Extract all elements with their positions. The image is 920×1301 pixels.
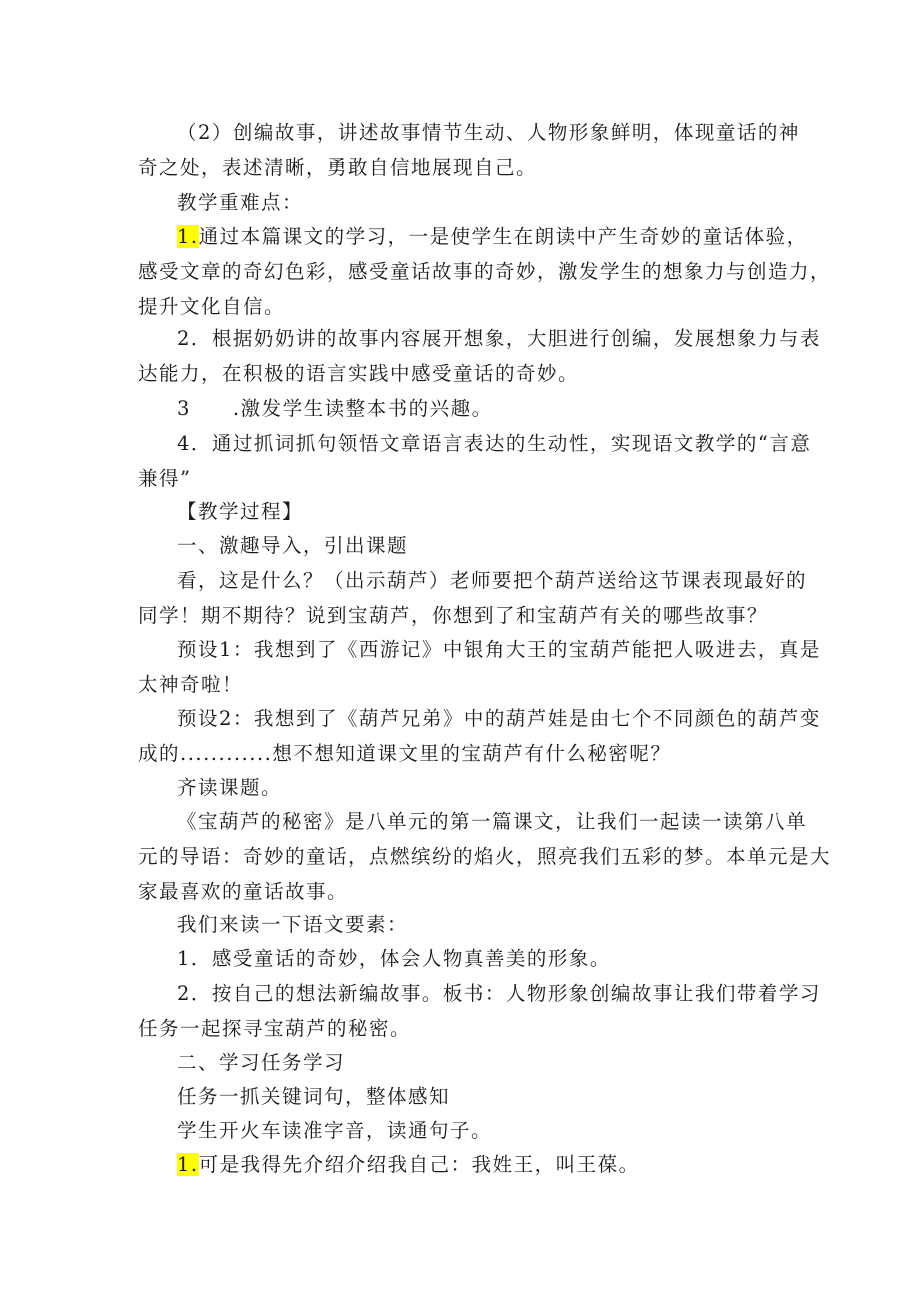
paragraph-key-point-1 (138, 219, 832, 324)
paragraph-read-title (138, 770, 790, 805)
text-line: 提升文化自信。 (138, 295, 286, 318)
text-line: 我们来读一下语文要素： (177, 913, 409, 936)
text-line (138, 219, 808, 254)
text-line: 同学！期不期待？说到宝葫芦，你想到了和宝葫芦有关的哪些故事？ (138, 604, 769, 627)
paragraph-intro (138, 563, 808, 633)
text-line: 4．通过抓词抓句领悟文章语言表达的生动性，实现语文教学的“言意 (177, 432, 812, 455)
text-line: 兼得” (138, 467, 192, 490)
text-span: 通过本篇课文的学习，一是使学生在朗读中产生奇妙的童话体验， (198, 225, 808, 248)
paragraph-key-point-2 (138, 321, 821, 391)
highlighted-number-marker: 1. (177, 1153, 199, 1176)
text-line: 一、激趣导入，引出课题 (177, 534, 409, 557)
text-line: 达能力，在积极的语言实践中感受童话的奇妙。 (138, 362, 580, 385)
paragraph-preset-2 (138, 701, 821, 771)
text-line (138, 1147, 790, 1182)
paragraph-sentence-1 (138, 1147, 790, 1182)
heading-section-2 (138, 1045, 790, 1080)
text-line: 2．根据奶奶讲的故事内容展开想象，大胆进行创编，发展想象力与表 (177, 327, 821, 350)
text-line: 2．按自己的想法新编故事。板书：人物形象创编故事让我们带着学习 (177, 982, 821, 1005)
paragraph-unit-guide (138, 804, 832, 909)
text-line: 【教学过程】 (177, 500, 304, 523)
text-line: 1．感受童话的奇妙，体会人物真善美的形象。 (177, 947, 611, 970)
text-line: （2）创编故事，讲述故事情节生动、人物形象鲜明，体现童话的神 (177, 121, 800, 144)
text-line: 看，这是什么？（出示葫芦）老师要把个葫芦送给这节课表现最好的 (177, 569, 808, 592)
paragraph-element-1 (138, 941, 790, 976)
text-line: 元的导语：奇妙的童话，点燃缤纷的焰火，照亮我们五彩的梦。本单元是大 (138, 845, 832, 868)
heading-teaching-process (138, 494, 790, 529)
text-span: 可是我得先介绍介绍我自己：我姓王，叫王葆。 (198, 1153, 640, 1176)
text-line: 齐读课题。 (177, 776, 283, 799)
text-line: 学生开火车读准字音，读通句子。 (177, 1119, 493, 1142)
heading-task-1 (138, 1079, 790, 1114)
text-line: 预设2：我想到了《葫芦兄弟》中的葫芦娃是由七个不同颜色的葫芦变 (177, 707, 821, 730)
paragraph-read-aloud (138, 1113, 790, 1148)
text-line: 成的............想不想知道课文里的宝葫芦有什么秘密呢？ (138, 742, 672, 765)
highlighted-number-marker: 1. (177, 225, 199, 248)
paragraph-language-elements (138, 907, 790, 942)
text-line: 3 .激发学生读整本书的兴趣。 (177, 397, 493, 420)
heading-section-1 (138, 528, 790, 563)
text-line: 任务一抓关键词句，整体感知 (177, 1085, 451, 1108)
paragraph-preset-1 (138, 632, 821, 702)
text-line: 教学重难点： (177, 191, 304, 214)
paragraph-objective-2 (138, 115, 800, 185)
text-line: 《宝葫芦的秘密》是八单元的第一篇课文，让我们一起读一读第八单 (177, 810, 808, 833)
text-line: 家最喜欢的童话故事。 (138, 880, 349, 903)
text-line: 太神奇啦！ (138, 673, 244, 696)
paragraph-element-2 (138, 976, 821, 1046)
paragraph-key-point-4 (138, 426, 812, 496)
text-line: 感受文章的奇幻色彩，感受童话故事的奇妙，激发学生的想象力与创造力， (138, 260, 832, 283)
paragraph-key-point-3 (138, 391, 790, 426)
heading-key-points (138, 185, 790, 220)
text-line: 任务一起探寻宝葫芦的秘密。 (138, 1017, 412, 1040)
text-line: 奇之处，表述清晰，勇敢自信地展现自己。 (138, 156, 538, 179)
text-line: 二、学习任务学习 (177, 1051, 346, 1074)
text-line: 预设1：我想到了《西游记》中银角大王的宝葫芦能把人吸进去，真是 (177, 638, 821, 661)
